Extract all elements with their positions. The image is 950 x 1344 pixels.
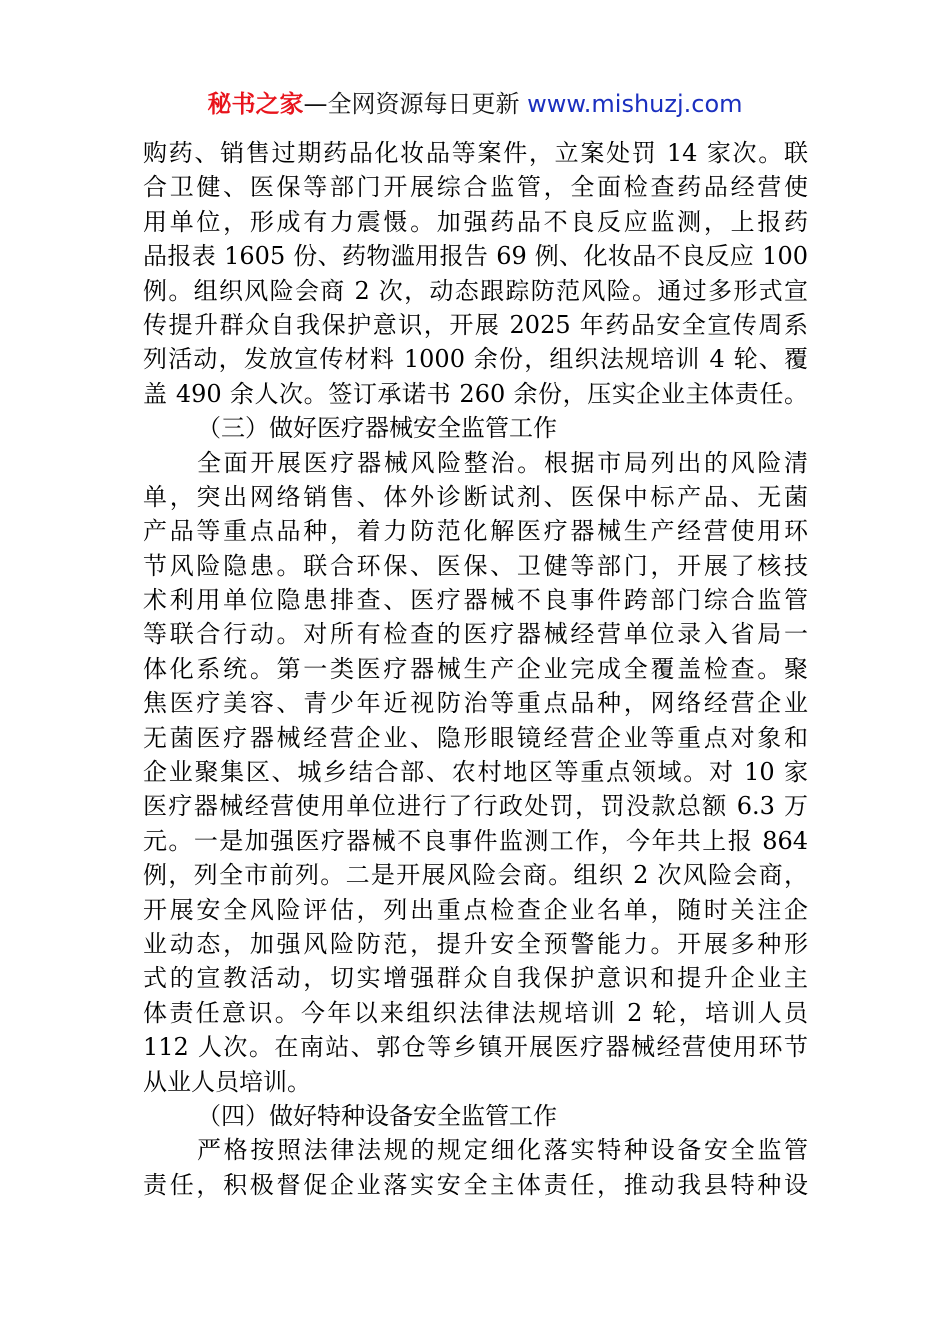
text-line: 企业聚集区、城乡结合部、农村地区等重点领域。对 10 家 (143, 758, 808, 787)
text-line: 节风险隐患。联合环保、医保、卫健等部门，开展了核技 (143, 551, 808, 580)
text-line: 式的宣教活动，切实增强群众自我保护意识和提升企业主 (143, 964, 808, 993)
text-line: 焦医疗美容、青少年近视防治等重点品种，网络经营企业 (143, 689, 808, 718)
site-tagline: —全网资源每日更新 (303, 90, 520, 118)
text-line: 无菌医疗器械经营企业、隐形眼镜经营企业等重点对象和 (143, 723, 808, 752)
site-header (0, 86, 950, 122)
document-body (143, 136, 808, 1202)
text-line: 购药、销售过期药品化妆品等案件，立案处罚 14 家次。联 (143, 139, 808, 167)
text-line: 医疗器械经营使用单位进行了行政处罚，罚没款总额 6.3 万 (143, 792, 808, 821)
text-line: 责任，积极督促企业落实安全主体责任，推动我县特种设 (143, 1170, 808, 1199)
text-line: 产品等重点品种，着力防范化解医疗器械生产经营使用环 (143, 517, 808, 546)
text-line: 术利用单位隐患排查、医疗器械不良事件跨部门综合监管 (143, 586, 808, 615)
text-line: 盖 490 余人次。签订承诺书 260 余份，压实企业主体责任。 (143, 379, 808, 408)
text-line: 单，突出网络销售、体外诊断试剂、医保中标产品、无菌 (143, 482, 808, 511)
text-line: 体责任意识。今年以来组织法律法规培训 2 轮，培训人员 (143, 998, 808, 1027)
text-line: 元。一是加强医疗器械不良事件监测工作，今年共上报 864 (143, 826, 808, 855)
text-line: 传提升群众自我保护意识，开展 2025 年药品安全宣传周系 (143, 310, 808, 339)
text-line: 业动态，加强风险防范，提升安全预警能力。开展多种形 (143, 929, 808, 958)
section-heading: （三）做好医疗器械安全监管工作 (197, 414, 557, 443)
text-line: 全面开展医疗器械风险整治。根据市局列出的风险清 (197, 448, 808, 477)
text-line: 等联合行动。对所有检查的医疗器械经营单位录入省局一 (143, 620, 808, 649)
section-heading: （四）做好特种设备安全监管工作 (197, 1101, 557, 1130)
site-url-link[interactable]: www.mishuzj.com (527, 90, 743, 118)
text-line: 品报表 1605 份、药物滥用报告 69 例、化妆品不良反应 100 (143, 242, 808, 271)
text-line: 例。组织风险会商 2 次，动态跟踪防范风险。通过多形式宣 (143, 276, 808, 305)
text-line: 体化系统。第一类医疗器械生产企业完成全覆盖检查。聚 (143, 654, 808, 683)
text-line: 例，列全市前列。二是开展风险会商。组织 2 次风险会商， (143, 861, 808, 890)
text-line: 列活动，发放宣传材料 1000 余份，组织法规培训 4 轮、覆 (143, 345, 808, 374)
text-line: 用单位，形成有力震慑。加强药品不良反应监测，上报药 (143, 207, 808, 236)
text-line: 严格按照法律法规的规定细化落实特种设备安全监管 (197, 1136, 808, 1165)
site-brand: 秘书之家 (207, 90, 304, 118)
text-line: 开展安全风险评估，列出重点检查企业名单，随时关注企 (143, 895, 808, 924)
text-line: 合卫健、医保等部门开展综合监管，全面检查药品经营使 (143, 173, 808, 202)
text-line: 从业人员培训。 (143, 1067, 311, 1096)
text-line: 112 人次。在南站、郭仓等乡镇开展医疗器械经营使用环节 (143, 1033, 808, 1062)
